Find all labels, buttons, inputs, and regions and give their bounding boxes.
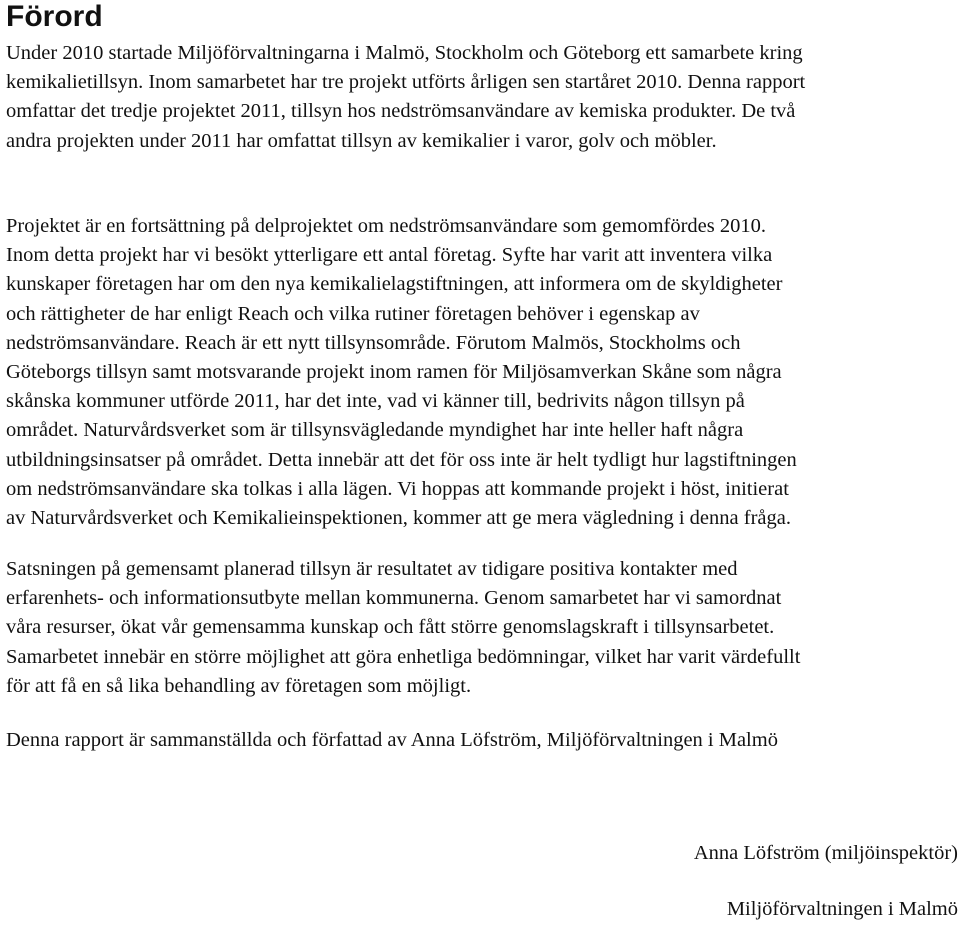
page-title: Förord xyxy=(6,0,103,33)
paragraph-intro: Under 2010 startade Miljöförvaltningarna i Malmö, Stockholm och Göteborg ett samarbete kring kemikalietillsyn. Inom samarbetet har tre projekt utförts årligen sen startåret 2010. Denna rapport omfattar det tredje projektet 2011, tillsyn hos nedströmsanvändare av kemiska produkter. De två andra projekten under 2011 har omfattat tillsyn av kemikalier i varor, golv och möbler. xyxy=(6,42,806,152)
signature-block xyxy=(694,811,958,951)
paragraph-project: Projektet är en fortsättning på delprojektet om nedströmsanvändare som gemomfördes 2010. Inom detta projekt har vi besökt ytterligare ett antal företag. Syfte har varit att inventera vilka kunskaper företagen har om den nya kemikalielagstiftningen, att informera om de skyldigheter och rättigheter de har enligt Reach och vilka rutiner företagen behöver i egenskap av nedströmsanvändare. Reach är ett nytt tillsynsområde. Förutom Malmös, Stockholms och Göteborgs tillsyn samt motsvarande projekt inom ramen för Miljösamverkan Skåne som några skånska kommuner utförde 2011, har det inte, vad vi känner till, bedrivits någon tillsyn på området. Naturvårdsverket som är tillsynsvägledande myndighet har inte heller haft några utbildningsinsatser på området. Detta innebär att det för oss inte är helt tydligt hur lagstiftningen om nedströmsanvändare ska tolkas i alla lägen. Vi hoppas att kommande projekt i höst, initierat av Naturvårdsverket och Kemikalieinspektionen, kommer att ge mera vägledning i denna fråga. xyxy=(6,215,797,530)
signature-organization: Miljöförvaltningen i Malmö xyxy=(726,898,958,920)
document-page xyxy=(6,0,956,751)
signature-name: Anna Löfström (miljöinspektör) xyxy=(693,842,958,864)
paragraph-author: Denna rapport är sammanställda och författad av Anna Löfström, Miljöförvaltningen i Malmö xyxy=(6,729,778,751)
paragraph-collaboration: Satsningen på gemensamt planerad tillsyn är resultatet av tidigare positiva kontakter med erfarenhets- och informationsutbyte mellan kommunerna. Genom samarbetet har vi samordnat våra resurser, ökat vår gemensamma kunskap och fått större genomslagskraft i tillsynsarbetet. Samarbetet innebär en större möjlighet att göra enhetliga bedömningar, vilket har varit värdefullt för att få en så lika behandling av företagen som möjligt. xyxy=(6,558,801,697)
